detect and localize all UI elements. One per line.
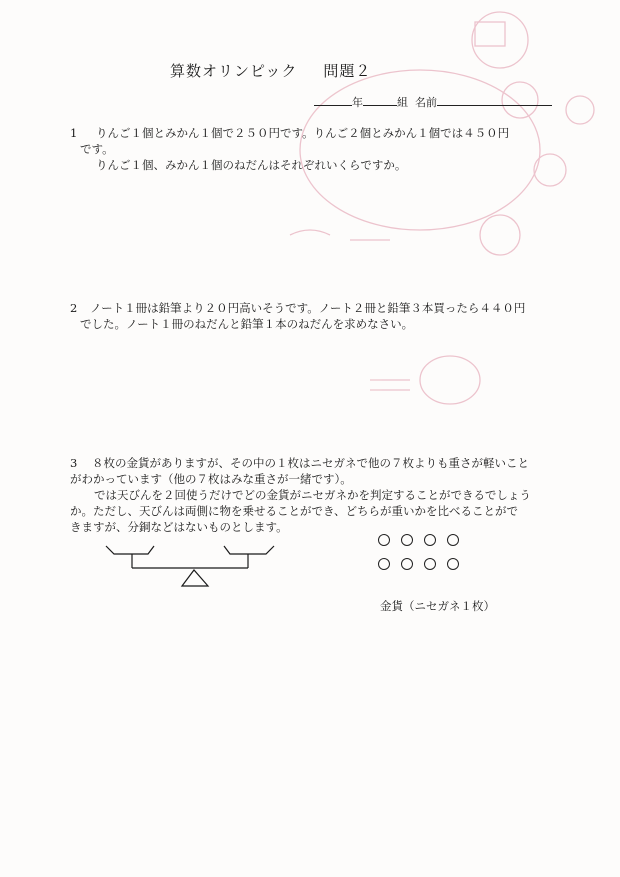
question-text-line: ８枚の金貨がありますが、その中の１枚はニセガネで他の７枚よりも重さが軽いこと xyxy=(92,456,529,470)
question-text-line: ノート１冊は鉛筆より２０円高いそうです。ノート２冊と鉛筆３本買ったら４４０円 xyxy=(90,301,526,315)
question-number: 1 xyxy=(70,126,78,140)
coin-row xyxy=(378,558,459,570)
coin-icon xyxy=(424,558,436,570)
balance-scale-icon xyxy=(100,542,300,592)
coin-icon xyxy=(401,558,413,570)
name-fields xyxy=(314,94,552,110)
question-number: 3 xyxy=(70,456,78,470)
coin-icon xyxy=(378,534,390,546)
question-number: 2 xyxy=(70,301,78,315)
question-text-line: がわかっています（他の７枚はみな重さが一緒です）。 xyxy=(70,472,352,486)
name-label: 名前 xyxy=(415,96,437,109)
question-text-line: です。 xyxy=(80,142,114,156)
coin-icon xyxy=(401,534,413,546)
year-blank[interactable] xyxy=(314,94,352,106)
page-title xyxy=(170,60,371,81)
question-text-line: きますが、分銅などはないものとします。 xyxy=(70,520,288,534)
coin-grid xyxy=(378,534,459,582)
coin-caption: 金貨（ニセガネ１枚） xyxy=(380,599,495,613)
year-label: 年 xyxy=(352,96,363,109)
coin-icon xyxy=(378,558,390,570)
name-blank[interactable] xyxy=(437,94,552,106)
question-3 xyxy=(70,455,531,535)
coin-row xyxy=(378,534,459,546)
coin-icon xyxy=(447,534,459,546)
question-text-line: りんご１個とみかん１個で２５０円です。りんご２個とみかん１個では４５０円 xyxy=(96,126,510,140)
question-text-line: でした。ノート１冊のねだんと鉛筆１本のねだんを求めなさい。 xyxy=(80,317,414,331)
question-text-line: か。ただし、天びんは両側に物を乗せることができ、どちらが重いかを比べることがで xyxy=(70,504,519,518)
question-text-line: りんご１個、みかん１個のねだんはそれぞれいくらですか。 xyxy=(96,158,407,172)
title-main: 算数オリンピック xyxy=(170,62,298,80)
coin-icon xyxy=(424,534,436,546)
class-label: 組 xyxy=(397,96,408,109)
question-2 xyxy=(70,300,525,332)
coin-icon xyxy=(447,558,459,570)
title-sub: 問題２ xyxy=(323,62,372,80)
question-1 xyxy=(70,125,509,173)
class-blank[interactable] xyxy=(363,94,397,106)
question-text-line: では天びんを２回使うだけでどの金貨がニセガネかを判定することができるでしょう xyxy=(94,488,531,502)
